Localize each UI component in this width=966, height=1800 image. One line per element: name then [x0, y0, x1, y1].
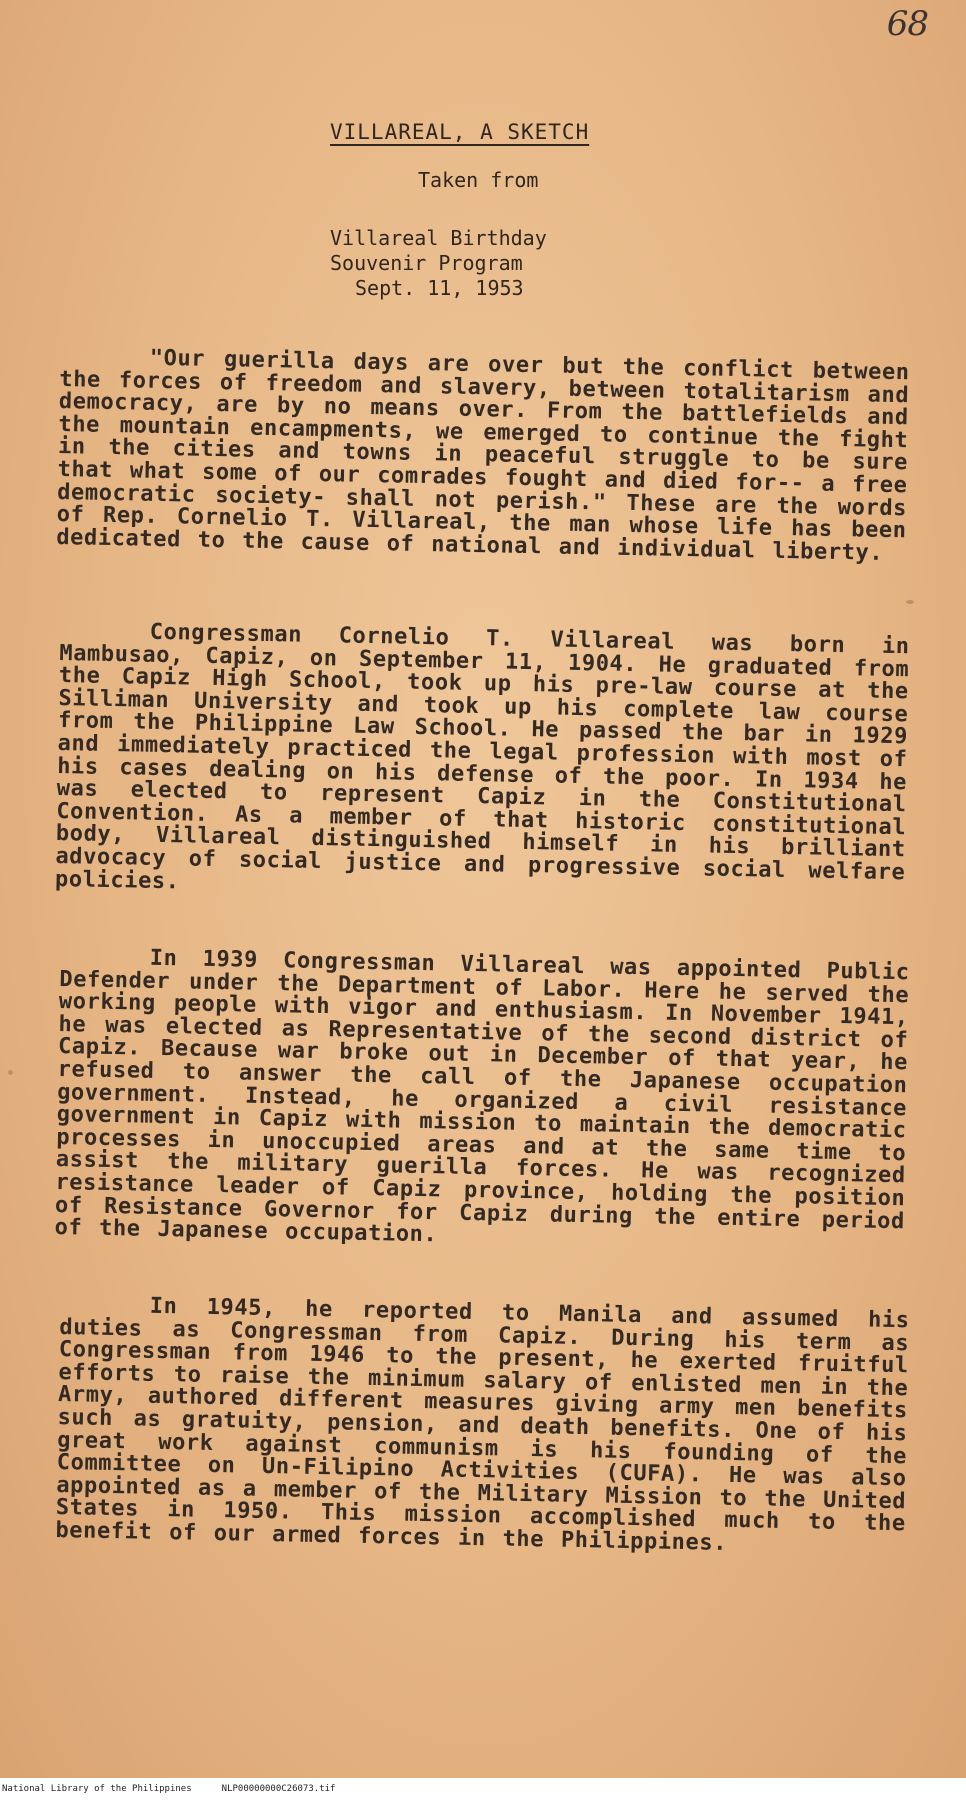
paragraph-congress: In 1945, he reported to Manila and assumed his duties as Congressman from Capiz. During his term as Congressman from 1946 to the present, he exerted fruitful efforts to raise the minimum salary of enlisted men in the Army, authored different measures giving army men benefits such as gratuity, pension, and death benefits. One of his great work against communism is his founding of the Committee on Un-Filipino Activities (CUFA). He was also appointed as a member of the Military Mission to the United States in 1950. This mission accomplished much to the benefit of our armed forces in the Philippines.: [55, 1293, 910, 1556]
source-line-3: Souvenir Program: [330, 251, 523, 275]
footer-file-id: NLP00000000C26073.tif: [221, 1784, 336, 1794]
source-line-1: Taken from: [418, 168, 539, 192]
paper-speck: [8, 1070, 13, 1075]
footer-institution: National Library of the Philippines: [2, 1784, 192, 1794]
paragraph-quote: "Our guerilla days are over but the conflict between the forces of freedom and slavery, between totalitarism and democracy, are by no means over. From the battlefields and the mountain encampments, we emerged to continue the fight in the cities and towns in peaceful struggle to be sure that what some of our comrades fought and died for-- a free democratic society- shall not perish." These are the words of Rep. Cornelio T. Villareal, the man whose life has been dedicated to the cause of national and individual liberty.: [56, 345, 910, 566]
document-title: VILLAREAL, A SKETCH: [330, 120, 590, 144]
paragraph-wartime: In 1939 Congressman Villareal was appointed Public Defender under the Department of Labor. Here he served the working people with vigor and enthusiasm. In November 1941, he was elected as Representative of the second district of Capiz. Because war broke out in December of that year, he refused to answer the call of the Japanese occupation government. Instead, he organized a civil resistance government in Capiz with mission to maintain the democratic processes in unoccupied areas and at the same time to assist the military guerilla forces. He was recognized resistance leader of Capiz province, holding the position of Resistance Governor for Capiz during the entire period of the Japanese occupation.: [54, 945, 910, 1248]
scan-footer: [0, 1778, 966, 1800]
paper-speck: [906, 600, 914, 604]
paragraph-early-life: Congressman Cornelio T. Villareal was born in Mambusao, Capiz, on September 11, 1904. He graduated from the Capiz High School, took up his pre-law course at the Silliman University and took up his complete law course from the Philippine Law School. He passed the bar in 1929 and immediately practiced the legal profession with most of his cases dealing on his defense of the poor. In 1934 he was elected to represent Capiz in the Constitutional Convention. As a member of that historic constitutional body, Villareal distinguished himself in his brilliant advocacy of social justice and progressive social welfare policies.: [54, 619, 910, 894]
page-number: 68: [886, 4, 928, 44]
source-line-4: Sept. 11, 1953: [355, 276, 524, 300]
source-line-2: Villareal Birthday: [330, 226, 547, 250]
